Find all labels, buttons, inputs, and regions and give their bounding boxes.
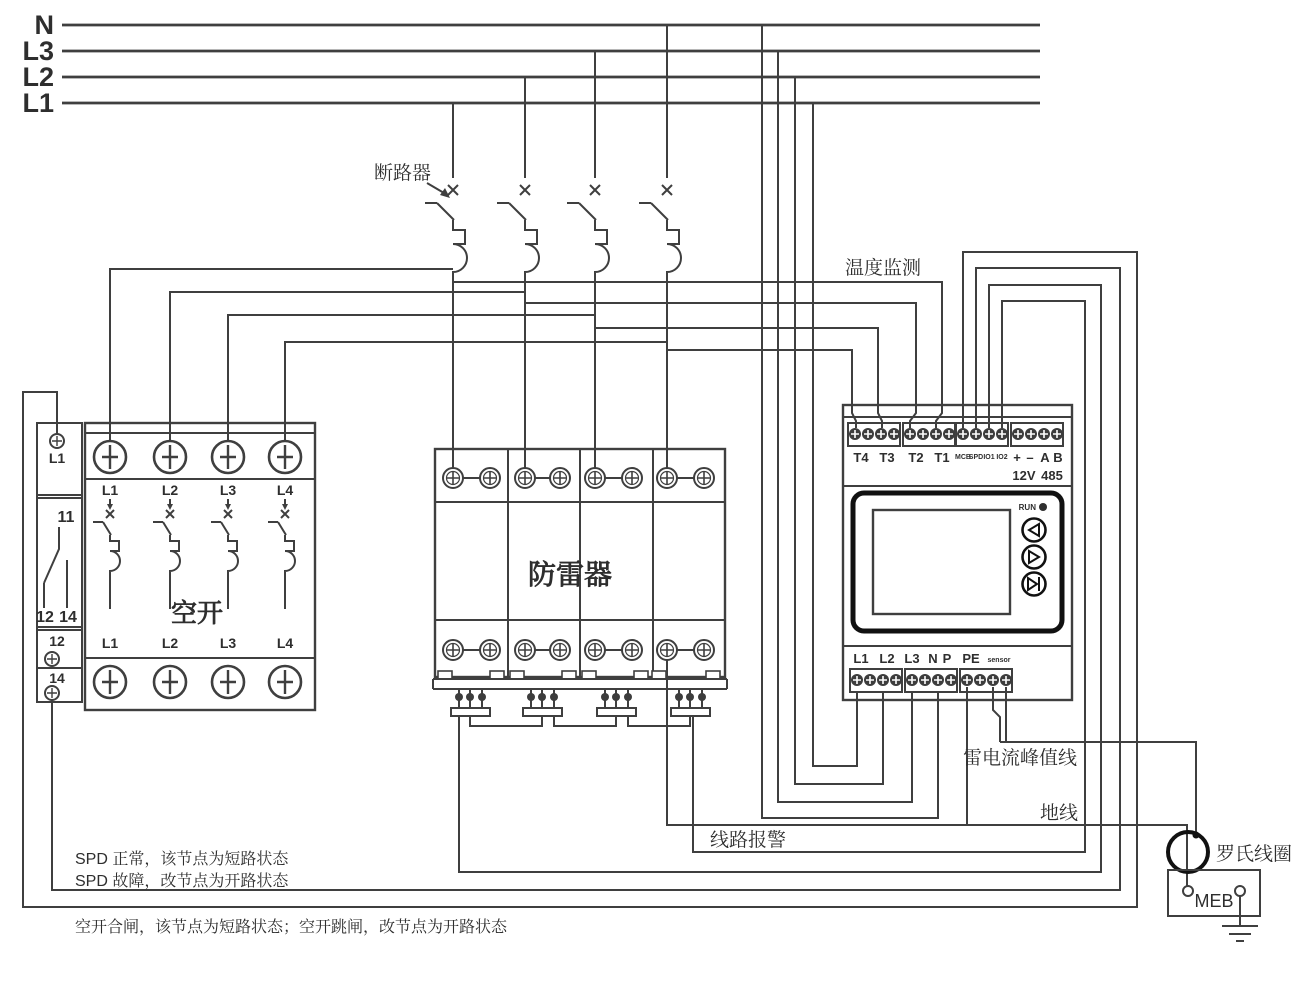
screw-icon [585,468,605,488]
ground-callout: 地线 [1039,803,1078,824]
mcb-title: 空开 [170,598,224,628]
screw-icon [657,468,677,488]
screw-icon [974,674,986,686]
coil-tap-dot [1193,832,1200,839]
screw-icon [875,428,887,440]
button-enter [1023,573,1046,596]
terminal-label-12v: 12V [1012,468,1036,483]
screw-icon [443,640,463,660]
aux-contact-12-label: 12 [36,609,54,626]
terminal-label-l2: L2 [879,651,895,666]
screw-icon [50,434,64,448]
line-alarm-callout: 线路报警 [710,830,787,851]
terminal-label-minus: – [1026,450,1034,465]
screw-icon [212,666,244,698]
screw-icon [515,640,535,660]
rogowski-coil-callout: 罗氏线圈 [1216,844,1293,865]
screw-icon [906,674,918,686]
screw-icon [45,686,59,700]
terminal-label-t4: T4 [853,450,869,465]
screw-icon [550,468,570,488]
bus-label-l2: L2 [22,62,54,92]
screw-icon [919,674,931,686]
terminal-label-mcb: MCB [955,454,971,461]
screw-icon [94,666,126,698]
screw-icon [622,468,642,488]
screw-icon [1025,428,1037,440]
aux-contact-14-label: 14 [59,609,77,626]
button-right [1023,546,1046,569]
screw-icon [945,674,957,686]
mcb-phase-label: L4 [276,635,294,651]
terminal-label-l1: L1 [853,651,869,666]
terminal-label-485: 485 [1041,468,1063,483]
screw-icon [877,674,889,686]
screw-icon [480,640,500,660]
screw-icon [585,640,605,660]
screw-icon [480,468,500,488]
screw-icon [1000,674,1012,686]
screw-icon [622,640,642,660]
screw-icon [269,441,301,473]
button-left [1023,519,1046,542]
breaker-callout: 断路器 [374,163,432,184]
screw-icon [957,428,969,440]
meb-label: MEB [1194,891,1234,911]
aux-terminal-12-label: 12 [49,633,65,649]
meb-terminal-right [1235,886,1245,896]
screw-icon [917,428,929,440]
aux-contact-11-label: 11 [57,509,75,526]
screw-icon [1012,428,1024,440]
mcb-phase-label: L1 [101,635,119,651]
aux-terminal-l1-label: L1 [48,450,66,466]
screw-icon [890,674,902,686]
temperature-callout: 温度监测 [845,258,922,279]
screw-icon [154,666,186,698]
screw-icon [932,674,944,686]
terminal-label-sensor: sensor [987,657,1011,664]
screw-icon [515,468,535,488]
screw-icon [45,652,59,666]
spd-title: 防雷器 [527,559,613,590]
mcb-phase-label: L2 [161,482,179,498]
note-spd-normal: SPD 正常，该节点为短路状态 [75,851,289,868]
screw-icon [94,441,126,473]
note-mcb: 空开合闸，该节点为短路状态；空开跳闸，改节点为开路状态 [75,919,508,936]
screw-icon [961,674,973,686]
terminal-label-n: N [928,651,938,666]
terminal-label-p: P [942,651,952,666]
terminal-label-t2: T2 [908,450,924,465]
screw-icon [851,674,863,686]
screw-icon [849,428,861,440]
screw-icon [904,428,916,440]
bus-label-l3: L3 [22,36,54,66]
terminal-label-spd: SPD [968,454,984,461]
bus-label-n: N [34,10,54,40]
screw-icon [983,428,995,440]
run-led-icon [1039,503,1047,511]
screw-icon [269,666,301,698]
screw-icon [550,640,570,660]
mcb-phase-label: L4 [276,482,294,498]
screw-icon [996,428,1008,440]
terminal-label-t1: T1 [934,450,950,465]
terminal-label-io1: IO1 [983,454,995,461]
lightning-peak-callout: 雷电流峰值线 [963,748,1078,769]
screw-icon [987,674,999,686]
screw-icon [862,428,874,440]
terminal-label-io2: IO2 [996,454,1008,461]
screw-icon [212,441,244,473]
screw-icon [694,640,714,660]
mcb-phase-label: L1 [101,482,119,498]
screw-icon [930,428,942,440]
terminal-label-t3: T3 [879,450,895,465]
screw-icon [864,674,876,686]
screw-icon [970,428,982,440]
screw-icon [694,468,714,488]
terminal-label-l3: L3 [904,651,920,666]
mcb-phase-label: L3 [219,635,237,651]
lcd-screen [873,510,1010,614]
note-spd-fault: SPD 故障，改节点为开路状态 [75,873,289,890]
aux-terminal-14-label: 14 [49,670,65,686]
screw-icon [657,640,677,660]
bus-label-l1: L1 [22,88,54,118]
screw-icon [888,428,900,440]
terminal-label-b: B [1053,450,1063,465]
screw-icon [443,468,463,488]
terminal-label-plus: + [1013,450,1021,465]
screw-icon [943,428,955,440]
terminal-label-pe: PE [962,651,980,666]
meb-terminal-left [1183,886,1193,896]
mcb-phase-label: L3 [219,482,237,498]
terminal-label-a: A [1040,450,1050,465]
screw-icon [1051,428,1063,440]
screw-icon [154,441,186,473]
run-label: RUN [1018,503,1036,512]
mcb-phase-label: L2 [161,635,179,651]
screw-icon [1038,428,1050,440]
